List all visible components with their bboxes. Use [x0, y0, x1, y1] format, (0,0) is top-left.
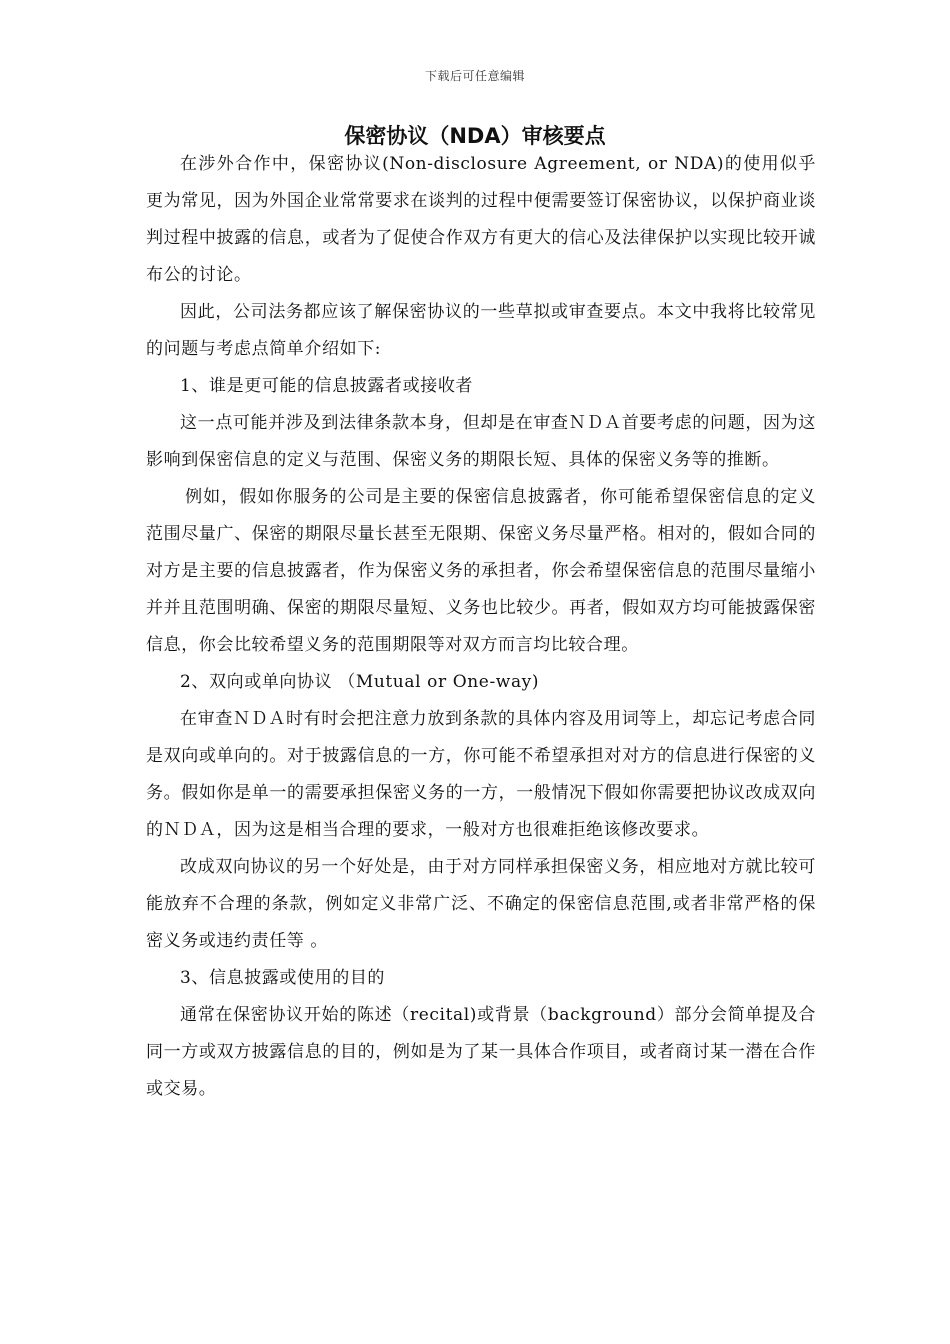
paragraph-intro: 在涉外合作中，保密协议(Non-disclosure Agreement, or NDA)的使用似乎更为常见，因为外国企业常常要求在谈判的过程中便需要签订保密协议，以保护商业谈判过程中披露的信息，或者为了促使合作双方有更大的信心及法律保护以实现比较开诚布公的讨论。 [146, 154, 816, 285]
paragraph-section2-a: 在审查ＮＤＡ时有时会把注意力放到条款的具体内容及用词等上，却忘记考虑合同是双向或单向的。对于披露信息的一方，你可能不希望承担对对方的信息进行保密的义务。假如你是单一的需要承担保密义务的一方，一般情况下假如你需要把协议改成双向的ＮＤＡ，因为这是相当合理的要求，一般对方也很难拒绝该修改要求。 [146, 709, 816, 840]
paragraph-section2-b: 改成双向协议的另一个好处是，由于对方同样承担保密义务，相应地对方就比较可能放弃不合理的条款，例如定义非常广泛、不确定的保密信息范围,或者非常严格的保密义务或违约责任等 。 [146, 857, 816, 951]
header-note: 下载后可任意编辑 [424, 69, 525, 83]
paragraph-section3-a: 通常在保密协议开始的陈述（recital)或背景（background）部分会简单提及合同一方或双方披露信息的目的，例如是为了某一具体合作项目，或者商讨某一潜在合作或交易。 [146, 1005, 816, 1099]
document-body [146, 146, 816, 1108]
paragraph-section1-b: 例如，假如你服务的公司是主要的保密信息披露者，你可能希望保密信息的定义范围尽量广、保密的期限尽量长甚至无限期、保密义务尽量严格。相对的，假如合同的对方是主要的信息披露者，作为保密义务的承担者，你会希望保密信息的范围尽量缩小并并且范围明确、保密的期限尽量短、义务也比较少。再者，假如双方均可能披露保密信息，你会比较希望义务的范围期限等对双方而言均比较合理。 [146, 487, 816, 655]
section-heading-2: 2、双向或单向协议 （Mutual or One-way) [180, 672, 540, 692]
document-title: 保密协议（NDA）审核要点 [344, 124, 606, 148]
paragraph-purpose: 因此，公司法务都应该了解保密协议的一些草拟或审查要点。本文中我将比较常见的问题与考虑点简单介绍如下: [146, 302, 816, 359]
section-heading-1: 1、谁是更可能的信息披露者或接收者 [180, 376, 474, 396]
paragraph-section1-a: 这一点可能并涉及到法律条款本身，但却是在审查ＮＤＡ首要考虑的问题，因为这影响到保密信息的定义与范围、保密义务的期限长短、具体的保密义务等的推断。 [146, 413, 816, 470]
section-heading-3: 3、信息披露或使用的目的 [180, 968, 386, 988]
